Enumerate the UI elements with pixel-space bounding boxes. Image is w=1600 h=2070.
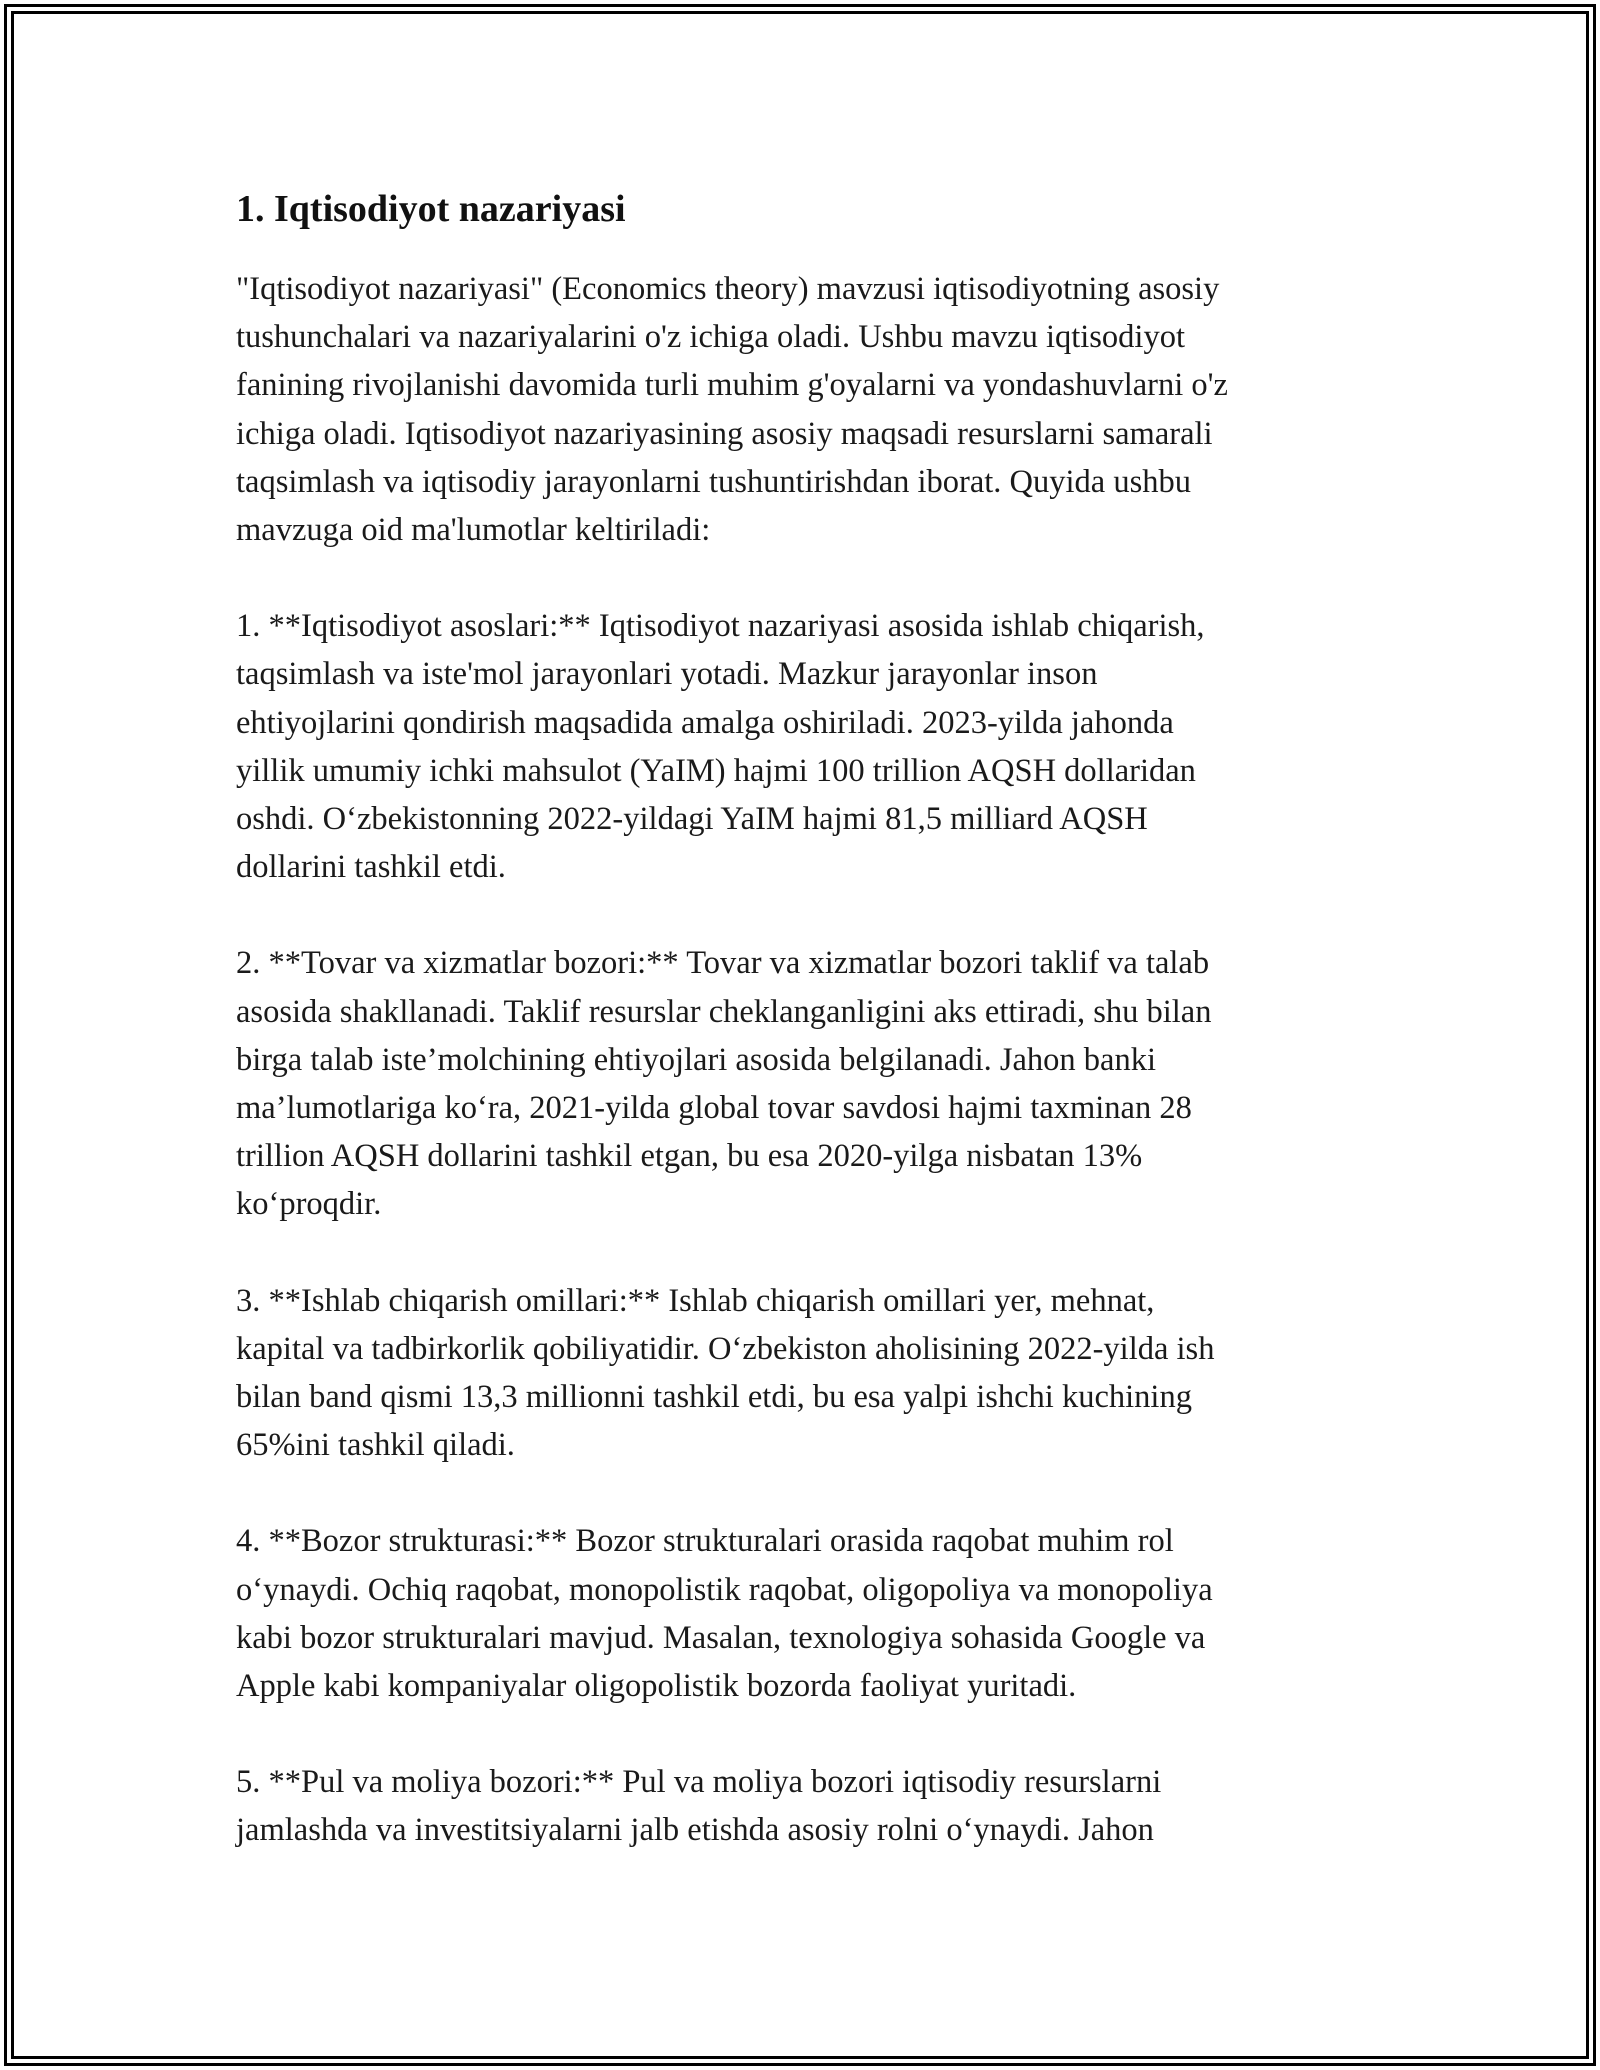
list-item-money-finance-market: 5. **Pul va moliya bozori:** Pul va moliya bozori iqtisodiy resurslarni jamlashda va investitsiyalarni jalb etishda asosiy rolni o‘ynaydi. Jahon (236, 1764, 1162, 1849)
intro-paragraph: "Iqtisodiyot nazariyasi" (Economics theory) mavzusi iqtisodiyotning asosiy tushunchalari va nazariyalarini o'z ichiga oladi. Ushbu mavzu iqtisodiyot fanining rivojlanishi davomida turli muhim g'oyalarni va yondashuvlarni o'z ichiga oladi. Iqtisodiyot nazariyasining asosiy maqsadi resurslarni samarali taqsimlash va iqtisodiy jarayonlarni tushuntirishdan iborat. Quyida ushbu mavzuga oid ma'lumotlar keltiriladi: (236, 271, 1228, 549)
list-item-production-factors: 3. **Ishlab chiqarish omillari:** Ishlab chiqarish omillari yer, mehnat, kapital va tadbirkorlik qobiliyatidir. O‘zbekiston aholisining 2022-yilda ish bilan band qismi 13,3 millionni tashkil etdi, bu esa yalpi ishchi kuchining 65%ini tashkil qiladi. (236, 1282, 1215, 1464)
document-body (236, 185, 1376, 1903)
list-item-market-structure: 4. **Bozor strukturasi:** Bozor strukturalari orasida raqobat muhim rol o‘ynaydi. Ochiq raqobat, monopolistik raqobat, oligopoliya va monopoliya kabi bozor strukturalari mavjud. Masalan, texnologiya sohasida Google va Apple kabi kompaniyalar oligopolistik bozorda faoliyat yuritadi. (236, 1523, 1213, 1705)
section-heading: 1. Iqtisodiyot nazariyasi (236, 188, 626, 230)
list-item-economics-basics: 1. **Iqtisodiyot asoslari:** Iqtisodiyot nazariyasi asosida ishlab chiqarish, taqsimlash va iste'mol jarayonlari yotadi. Mazkur jarayonlar inson ehtiyojlarini qondirish maqsadida amalga oshiriladi. 2023-yilda jahonda yillik umumiy ichki mahsulot (YaIM) hajmi 100 trillion AQSH dollaridan oshdi. O‘zbekistonning 2022-yildagi YaIM hajmi 81,5 milliard AQSH dollarini tashkil etdi. (236, 608, 1205, 886)
list-item-goods-services-market: 2. **Tovar va xizmatlar bozori:** Tovar va xizmatlar bozori taklif va talab asosida shakllanadi. Taklif resurslar cheklanganligini aks ettiradi, shu bilan birga talab iste’molchining ehtiyojlari asosida belgilanadi. Jahon banki ma’lumotlariga ko‘ra, 2021-yilda global tovar savdosi hajmi taxminan 28 trillion AQSH dollarini tashkil etgan, bu esa 2020-yilga nisbatan 13% ko‘proqdir. (236, 945, 1212, 1223)
